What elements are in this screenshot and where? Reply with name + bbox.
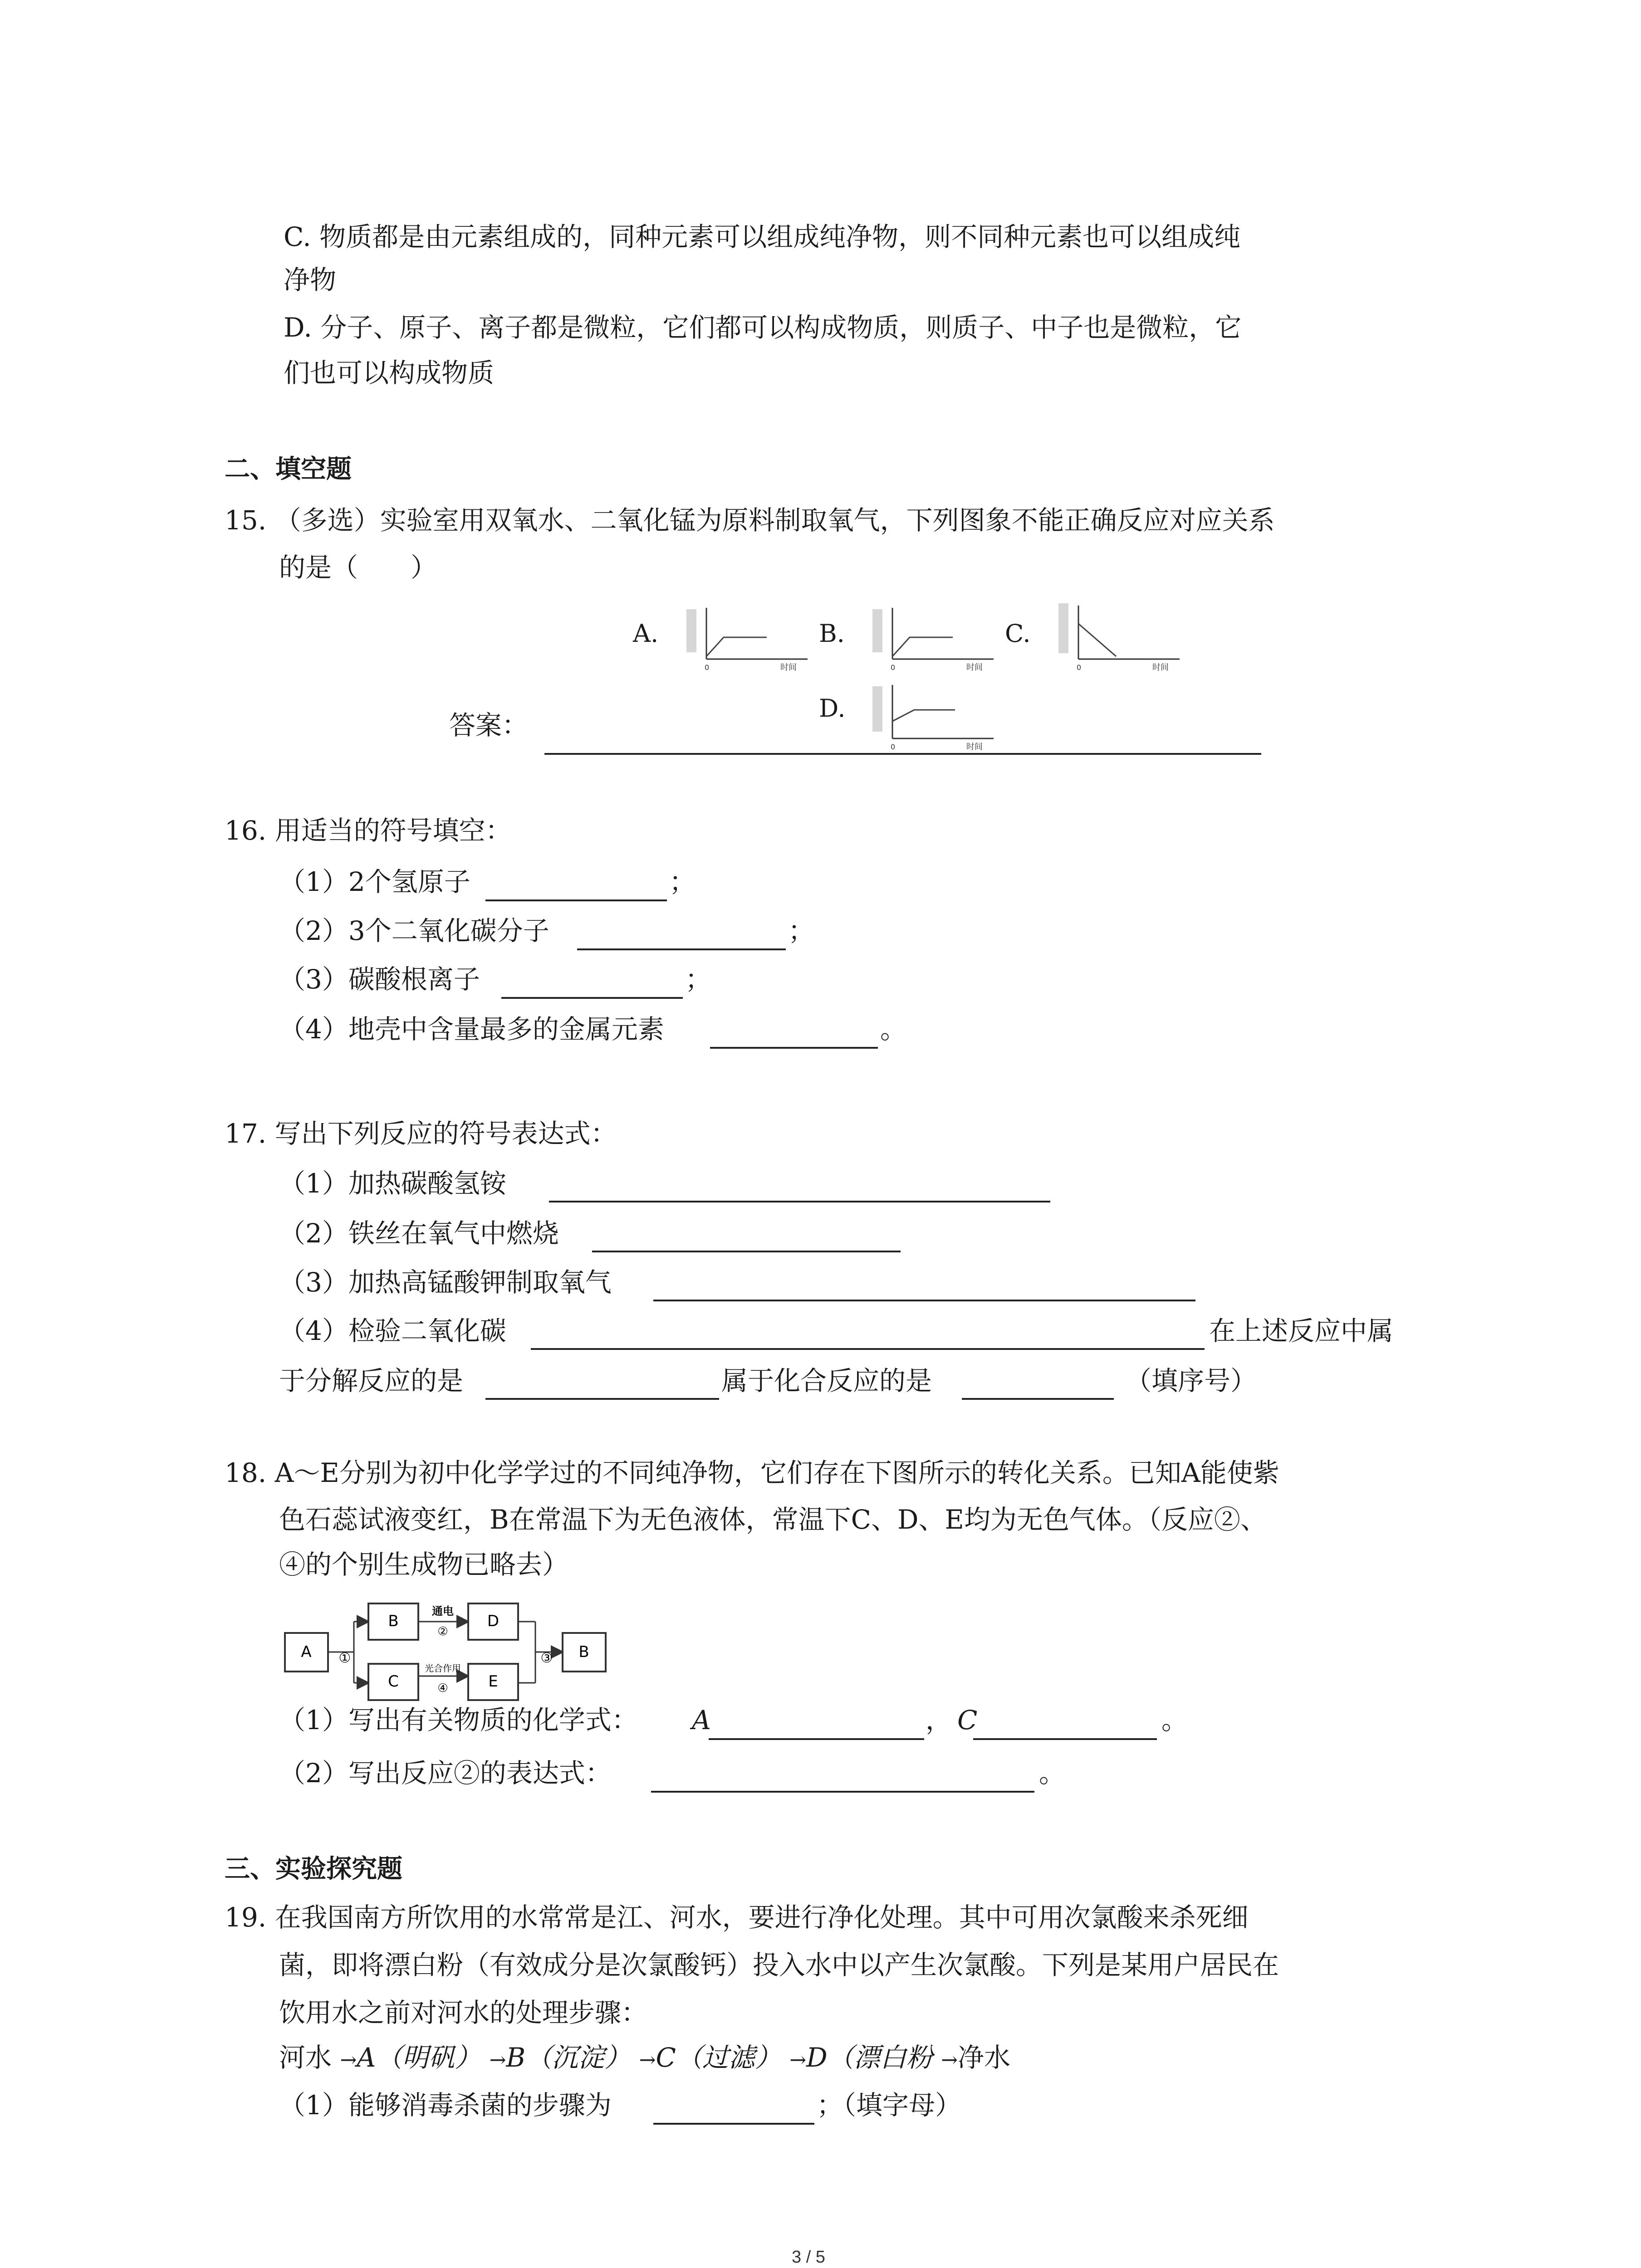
q18-part1-c-label: C (957, 1705, 978, 1735)
q17-part4-tail: 在上述反应中属 (1209, 1315, 1394, 1346)
q17-part1: （1）加热碳酸氢铵 (279, 1168, 506, 1199)
q19-stem-line2: 菌，即将漂白粉（有效成分是次氯酸钙）投入水中以产生次氯酸。下列是某用户居民在 (279, 1950, 1279, 1980)
q16-part2-blank[interactable] (577, 948, 786, 950)
svg-text:E: E (488, 1672, 498, 1691)
q16-part4-end: 。 (880, 1014, 907, 1045)
q19-part1: （1）能够消毒杀菌的步骤为 (279, 2090, 612, 2121)
q16-stem: 16. 用适当的符号填空： (225, 815, 512, 846)
q16-part3-blank[interactable] (501, 997, 683, 999)
q15-graph-a (678, 606, 814, 674)
svg-text:时间: 时间 (1152, 663, 1169, 672)
q17-part3: （3）加热高锰酸钾制取氧气 (279, 1267, 612, 1298)
svg-text:时间: 时间 (966, 742, 983, 752)
q16-part2-end: ； (788, 915, 815, 946)
svg-text:0: 0 (891, 663, 896, 672)
svg-text:时间: 时间 (780, 663, 797, 672)
flow-arrow-icon: → (789, 2048, 807, 2072)
q16-part3-end: ； (685, 964, 712, 995)
svg-text:光合作用: 光合作用 (425, 1663, 461, 1674)
q14-option-d-line1: D. 分子、原子、离子都是微粒，它们都可以构成物质，则质子、中子也是微粒，它 (284, 312, 1242, 343)
q19-part1-blank[interactable] (653, 2123, 814, 2125)
svg-text:C: C (388, 1672, 399, 1691)
flow-step-river-water: 河水 (279, 2042, 332, 2073)
q19-stem-line1: 19. 在我国南方所饮用的水常常是江、河水，要进行净化处理。其中可用次氯酸来杀死细 (225, 1902, 1249, 1933)
q17-part4-blank[interactable] (531, 1348, 1205, 1350)
q18-reaction2-blank[interactable] (651, 1791, 1034, 1793)
q15-option-d-label: D. (819, 694, 846, 723)
svg-text:①: ① (338, 1650, 351, 1666)
section-experiment-heading: 三、实验探究题 (225, 1854, 402, 1884)
q18-formula-a-blank[interactable] (709, 1738, 924, 1740)
svg-text:时间: 时间 (966, 663, 983, 672)
q19-stem-line3: 饮用水之前对河水的处理步骤： (279, 1997, 648, 2028)
q16-part2: （2）3个二氧化碳分子 (279, 915, 549, 946)
q17-combination-blank[interactable] (962, 1398, 1114, 1400)
q18-transformation-diagram (281, 1599, 612, 1695)
flow-arrow-icon: → (340, 2048, 357, 2072)
svg-text:B: B (578, 1643, 589, 1661)
svg-text:A: A (301, 1643, 312, 1661)
q15-stem-line1: 15. （多选）实验室用双氧水、二氧化锰为原料制取氧气，下列图象不能正确反应对应关系 (225, 505, 1275, 536)
svg-text:③: ③ (540, 1650, 553, 1666)
q18-formula-c-blank[interactable] (973, 1738, 1157, 1740)
q18-stem-line2: 色石蕊试液变红，B在常温下为无色液体，常温下C、D、E均为无色气体。（反应②、 (279, 1504, 1267, 1535)
q17-combination-label: 属于化合反应的是 (721, 1365, 932, 1396)
q17-part4: （4）检验二氧化碳 (279, 1315, 506, 1346)
svg-text:0: 0 (1077, 663, 1082, 672)
flow-step-b: B（沉淀） (506, 2042, 631, 2073)
q17-fill-number-note: （填序号） (1125, 1365, 1257, 1396)
svg-text:通电: 通电 (432, 1605, 454, 1618)
flow-arrow-icon: → (639, 2048, 656, 2072)
q17-part2: （2）铁丝在氧气中燃烧 (279, 1218, 559, 1249)
q16-part3: （3）碳酸根离子 (279, 964, 480, 995)
flow-step-a: A（明矾） (357, 2042, 481, 2073)
q14-option-c-line1: C. 物质都是由元素组成的，同种元素可以组成纯净物，则不同种元素也可以组成纯 (284, 221, 1241, 252)
q15-stem-line2: 的是（ ） (279, 552, 437, 583)
q17-decomposition-blank[interactable] (485, 1398, 719, 1400)
q15-option-c-label: C. (1005, 619, 1031, 648)
q16-part1-blank[interactable] (485, 899, 667, 901)
q19-part1-end: ；（填字母） (817, 2090, 962, 2121)
q18-part1: （1）写出有关物质的化学式： (279, 1705, 638, 1735)
q14-option-c-line2: 净物 (284, 264, 337, 295)
q17-stem: 17. 写出下列反应的符号表达式： (225, 1118, 617, 1149)
q18-part2-end: 。 (1039, 1758, 1066, 1789)
q17-part1-blank[interactable] (549, 1201, 1050, 1202)
svg-text:B: B (388, 1612, 399, 1630)
q15-answer-blank[interactable] (544, 753, 1261, 755)
q16-part4: （4）地壳中含量最多的金属元素 (279, 1014, 664, 1045)
q16-part1: （1）2个氢原子 (279, 866, 470, 897)
q15-answer-label: 答案： (449, 710, 529, 741)
page-number: 3 / 5 (792, 2248, 825, 2267)
flow-step-c: C（过滤） (656, 2042, 781, 2073)
q17-part3-blank[interactable] (653, 1300, 1195, 1301)
q18-part2: （2）写出反应②的表达式： (279, 1758, 612, 1789)
svg-text:0: 0 (705, 663, 710, 672)
svg-text:0: 0 (891, 743, 896, 751)
q15-option-b-label: B. (819, 619, 845, 648)
q18-stem-line3: ④的个别生成物已略去） (279, 1549, 569, 1580)
flow-arrow-icon: → (941, 2048, 958, 2072)
flow-step-clean-water: 净水 (958, 2042, 1011, 2073)
flow-step-d: D（漂白粉 (806, 2042, 933, 2073)
flow-arrow-icon: → (489, 2048, 506, 2072)
q16-part1-end: ； (669, 866, 696, 897)
q18-part1-separator: ， (926, 1705, 952, 1735)
q18-part1-end: 。 (1161, 1705, 1188, 1735)
q17-decomposition-label: 于分解反应的是 (279, 1365, 464, 1396)
section-fill-heading: 二、填空题 (225, 455, 352, 484)
svg-text:D: D (487, 1612, 500, 1630)
q18-part1-a-label: A (692, 1705, 711, 1735)
q14-option-d-line2: 们也可以构成物质 (284, 357, 495, 388)
q15-graph-b (864, 606, 1000, 674)
svg-text:④: ④ (437, 1681, 448, 1695)
q15-graph-c (1050, 601, 1186, 674)
q18-stem-line1: 18. A～E分别为初中化学学过的不同纯净物，它们存在下图所示的转化关系。已知A能使紫 (225, 1457, 1279, 1488)
q17-part2-blank[interactable] (592, 1251, 901, 1252)
q15-graph-d (864, 683, 1000, 753)
q16-part4-blank[interactable] (710, 1047, 878, 1049)
svg-text:②: ② (437, 1625, 448, 1638)
q15-option-a-label: A. (633, 619, 659, 648)
q19-flow (279, 2044, 1010, 2071)
